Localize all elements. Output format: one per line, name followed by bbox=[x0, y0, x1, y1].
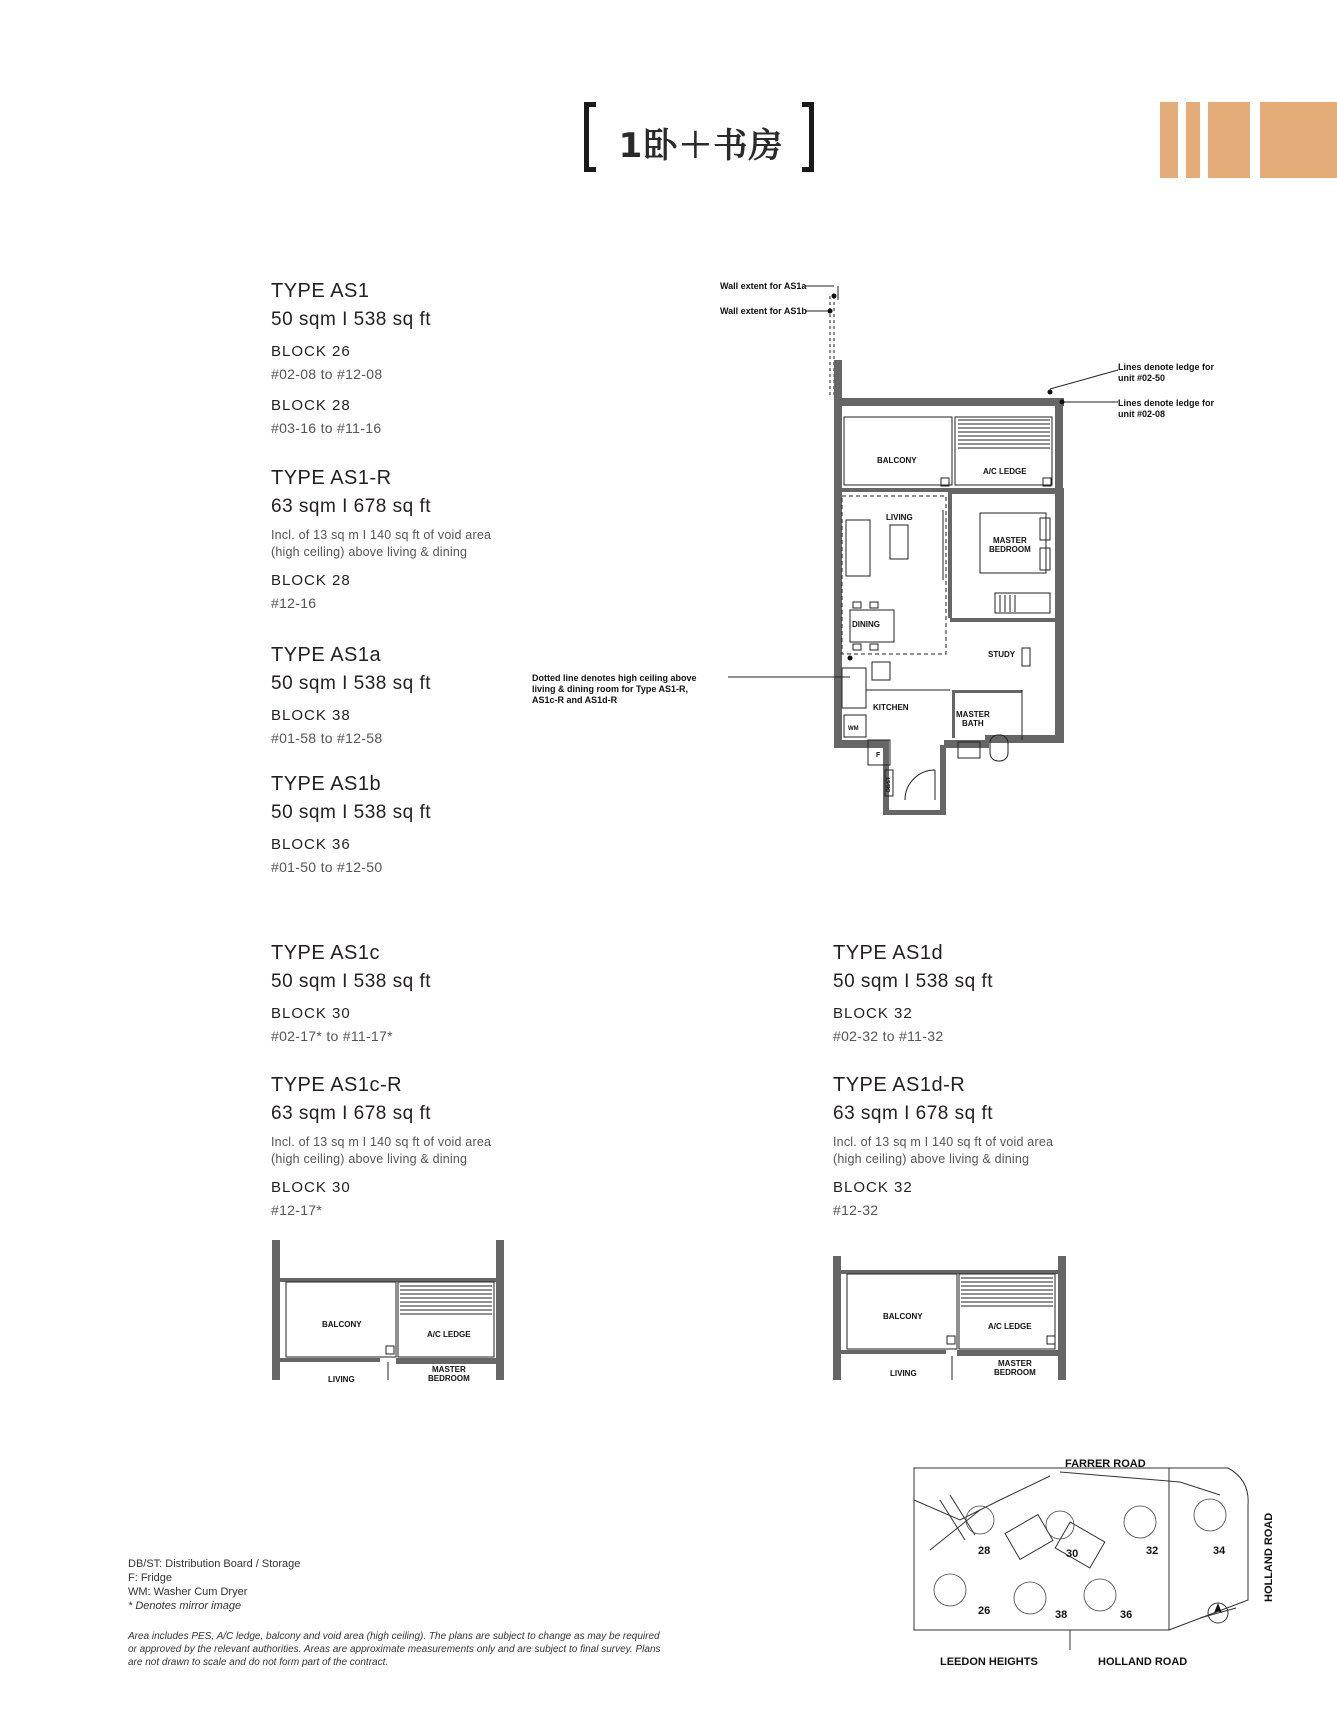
type-block-as1c-r bbox=[271, 1073, 601, 1219]
callout-ledge-0208-line1: Lines denote ledge for bbox=[1118, 398, 1215, 408]
block-name: BLOCK 28 bbox=[271, 397, 351, 414]
site-block-label: 26 bbox=[978, 1605, 991, 1617]
block-name: BLOCK 28 bbox=[271, 572, 351, 589]
header-bracket-left bbox=[584, 102, 596, 172]
type-name: TYPE AS1d bbox=[833, 942, 944, 964]
block-name: BLOCK 36 bbox=[271, 836, 351, 853]
block-name: BLOCK 30 bbox=[271, 1179, 351, 1196]
type-name: TYPE AS1-R bbox=[271, 467, 392, 489]
room-label-master-bath-line1: MASTER bbox=[956, 710, 990, 719]
room-label-dbst: DB/ST bbox=[886, 777, 892, 792]
type-area: 50 sqm I 538 sq ft bbox=[271, 309, 432, 330]
floor-plan-as1d-r-partial bbox=[830, 1252, 1070, 1383]
block-units: #01-58 to #12-58 bbox=[271, 730, 383, 746]
type-area: 50 sqm I 538 sq ft bbox=[833, 971, 994, 992]
legend-dbst: DB/ST: Distribution Board / Storage bbox=[128, 1558, 301, 1570]
callout-wall-as1a: Wall extent for AS1a bbox=[720, 281, 807, 291]
legend-mirror: * Denotes mirror image bbox=[128, 1600, 242, 1612]
callout-wall-as1b: Wall extent for AS1b bbox=[720, 306, 807, 316]
legend-wm: WM: Washer Cum Dryer bbox=[128, 1586, 248, 1598]
room-label-master-bedroom-line2: BEDROOM bbox=[989, 545, 1031, 554]
type-area: 50 sqm I 538 sq ft bbox=[271, 802, 432, 823]
header-bracket-right bbox=[802, 102, 814, 172]
callout-ledge-0250-line2: unit #02-50 bbox=[1118, 373, 1166, 383]
road-label-holland-bottom: HOLLAND ROAD bbox=[1098, 1656, 1188, 1668]
type-note: Incl. of 13 sq m I 140 sq ft of void area (high ceiling) above living & dining bbox=[833, 1135, 1054, 1166]
floor-plan-main bbox=[520, 270, 1240, 830]
block-name: BLOCK 32 bbox=[833, 1005, 913, 1022]
decor-bar-2 bbox=[1186, 102, 1200, 178]
type-note: Incl. of 13 sq m I 140 sq ft of void area (high ceiling) above living & dining bbox=[271, 1135, 492, 1166]
floor-plan-as1c-r-partial bbox=[270, 1238, 510, 1383]
type-area: 63 sqm I 678 sq ft bbox=[271, 496, 432, 517]
site-block-label: 34 bbox=[1213, 1545, 1226, 1557]
room-label-master-bath-line2: BATH bbox=[962, 719, 984, 728]
legend bbox=[128, 1557, 300, 1613]
block-cluster-34 bbox=[1194, 1499, 1226, 1531]
room-label-master-line1: MASTER bbox=[998, 1359, 1032, 1368]
room-label-balcony: BALCONY bbox=[883, 1312, 923, 1321]
block-cluster-26 bbox=[934, 1574, 966, 1606]
block-units: #02-32 to #11-32 bbox=[833, 1028, 944, 1044]
type-block-as1c bbox=[271, 941, 601, 1045]
room-label-ac-ledge: A/C LEDGE bbox=[427, 1330, 471, 1339]
site-block-label: 28 bbox=[978, 1545, 991, 1557]
room-label-fridge: F bbox=[876, 752, 881, 759]
room-label-bedroom-line2: BEDROOM bbox=[428, 1374, 470, 1383]
type-note: Incl. of 13 sq m I 140 sq ft of void area (high ceiling) above living & dining bbox=[271, 528, 492, 559]
page-title: 1卧＋书房 bbox=[618, 126, 784, 166]
road-label-farrer: FARRER ROAD bbox=[1065, 1458, 1146, 1470]
site-plan bbox=[900, 1450, 1290, 1675]
site-block-label: 30 bbox=[1066, 1548, 1079, 1560]
type-name: TYPE AS1a bbox=[271, 644, 382, 666]
callout-ledge-0208-line2: unit #02-08 bbox=[1118, 409, 1166, 419]
room-label-balcony: BALCONY bbox=[322, 1320, 362, 1329]
block-cluster-38 bbox=[1014, 1582, 1046, 1614]
type-area: 63 sqm I 678 sq ft bbox=[271, 1103, 432, 1124]
callout-ledge-0250-line1: Lines denote ledge for bbox=[1118, 362, 1215, 372]
site-block-label: 36 bbox=[1120, 1609, 1133, 1621]
site-block-label: 38 bbox=[1055, 1609, 1068, 1621]
site-block-label: 32 bbox=[1146, 1545, 1159, 1557]
type-block-as1d bbox=[833, 941, 1163, 1045]
block-cluster-32 bbox=[1124, 1506, 1156, 1538]
room-label-living: LIVING bbox=[890, 1369, 917, 1378]
block-units: #02-08 to #12-08 bbox=[271, 366, 383, 382]
room-label-ac-ledge: A/C LEDGE bbox=[983, 467, 1027, 476]
decor-bar-3 bbox=[1208, 102, 1250, 178]
legend-fridge: F: Fridge bbox=[128, 1572, 173, 1584]
callout-dotted-line3: AS1c-R and AS1d-R bbox=[532, 695, 618, 705]
block-units: #12-32 bbox=[833, 1202, 879, 1218]
block-units: #12-17* bbox=[271, 1202, 323, 1218]
block-units: #03-16 to #11-16 bbox=[271, 420, 382, 436]
type-name: TYPE AS1d-R bbox=[833, 1074, 966, 1096]
room-label-kitchen: KITCHEN bbox=[873, 703, 909, 712]
block-cluster-36 bbox=[1084, 1579, 1116, 1611]
road-label-leedon: LEEDON HEIGHTS bbox=[940, 1656, 1038, 1668]
type-area: 63 sqm I 678 sq ft bbox=[833, 1103, 994, 1124]
block-name: BLOCK 26 bbox=[271, 343, 351, 360]
callout-dotted-line1: Dotted line denotes high ceiling above bbox=[532, 673, 697, 683]
room-label-wm: WM bbox=[848, 726, 859, 732]
block-name: BLOCK 30 bbox=[271, 1005, 351, 1022]
block-units: #12-16 bbox=[271, 595, 317, 611]
type-block-as1d-r bbox=[833, 1073, 1163, 1219]
block-name: BLOCK 32 bbox=[833, 1179, 913, 1196]
type-name: TYPE AS1b bbox=[271, 773, 382, 795]
type-area: 50 sqm I 538 sq ft bbox=[271, 673, 432, 694]
room-label-master-line1: MASTER bbox=[432, 1365, 466, 1374]
room-label-balcony: BALCONY bbox=[877, 456, 917, 465]
block-cluster-30 bbox=[1046, 1511, 1074, 1539]
callout-dotted-line2: living & dining room for Type AS1-R, bbox=[532, 684, 689, 694]
block-units: #02-17* to #11-17* bbox=[271, 1028, 393, 1044]
type-name: TYPE AS1c bbox=[271, 942, 380, 964]
room-label-bedroom-line2: BEDROOM bbox=[994, 1368, 1036, 1377]
decor-bar-1 bbox=[1160, 102, 1178, 178]
room-label-dining: DINING bbox=[852, 620, 880, 629]
room-label-study: STUDY bbox=[988, 650, 1016, 659]
room-label-ac-ledge: A/C LEDGE bbox=[988, 1322, 1032, 1331]
block-name: BLOCK 38 bbox=[271, 707, 351, 724]
disclaimer: Area includes PES, A/C ledge, balcony and void area (high ceiling). The plans are subject to change as may be required or approved by the relevant authorities. Areas are approximate measurements only and are subject to final survey. Plans are not drawn to scale and do not form part of the contract. bbox=[128, 1631, 661, 1668]
decor-bar-4 bbox=[1260, 102, 1337, 178]
type-area: 50 sqm I 538 sq ft bbox=[271, 971, 432, 992]
room-label-living: LIVING bbox=[328, 1375, 355, 1383]
type-name: TYPE AS1 bbox=[271, 280, 370, 302]
road-label-holland-side: HOLLAND ROAD bbox=[1263, 1512, 1275, 1602]
type-name: TYPE AS1c-R bbox=[271, 1074, 403, 1096]
room-label-master-bedroom-line1: MASTER bbox=[993, 536, 1027, 545]
block-units: #01-50 to #12-50 bbox=[271, 859, 383, 875]
room-label-living: LIVING bbox=[886, 513, 913, 522]
